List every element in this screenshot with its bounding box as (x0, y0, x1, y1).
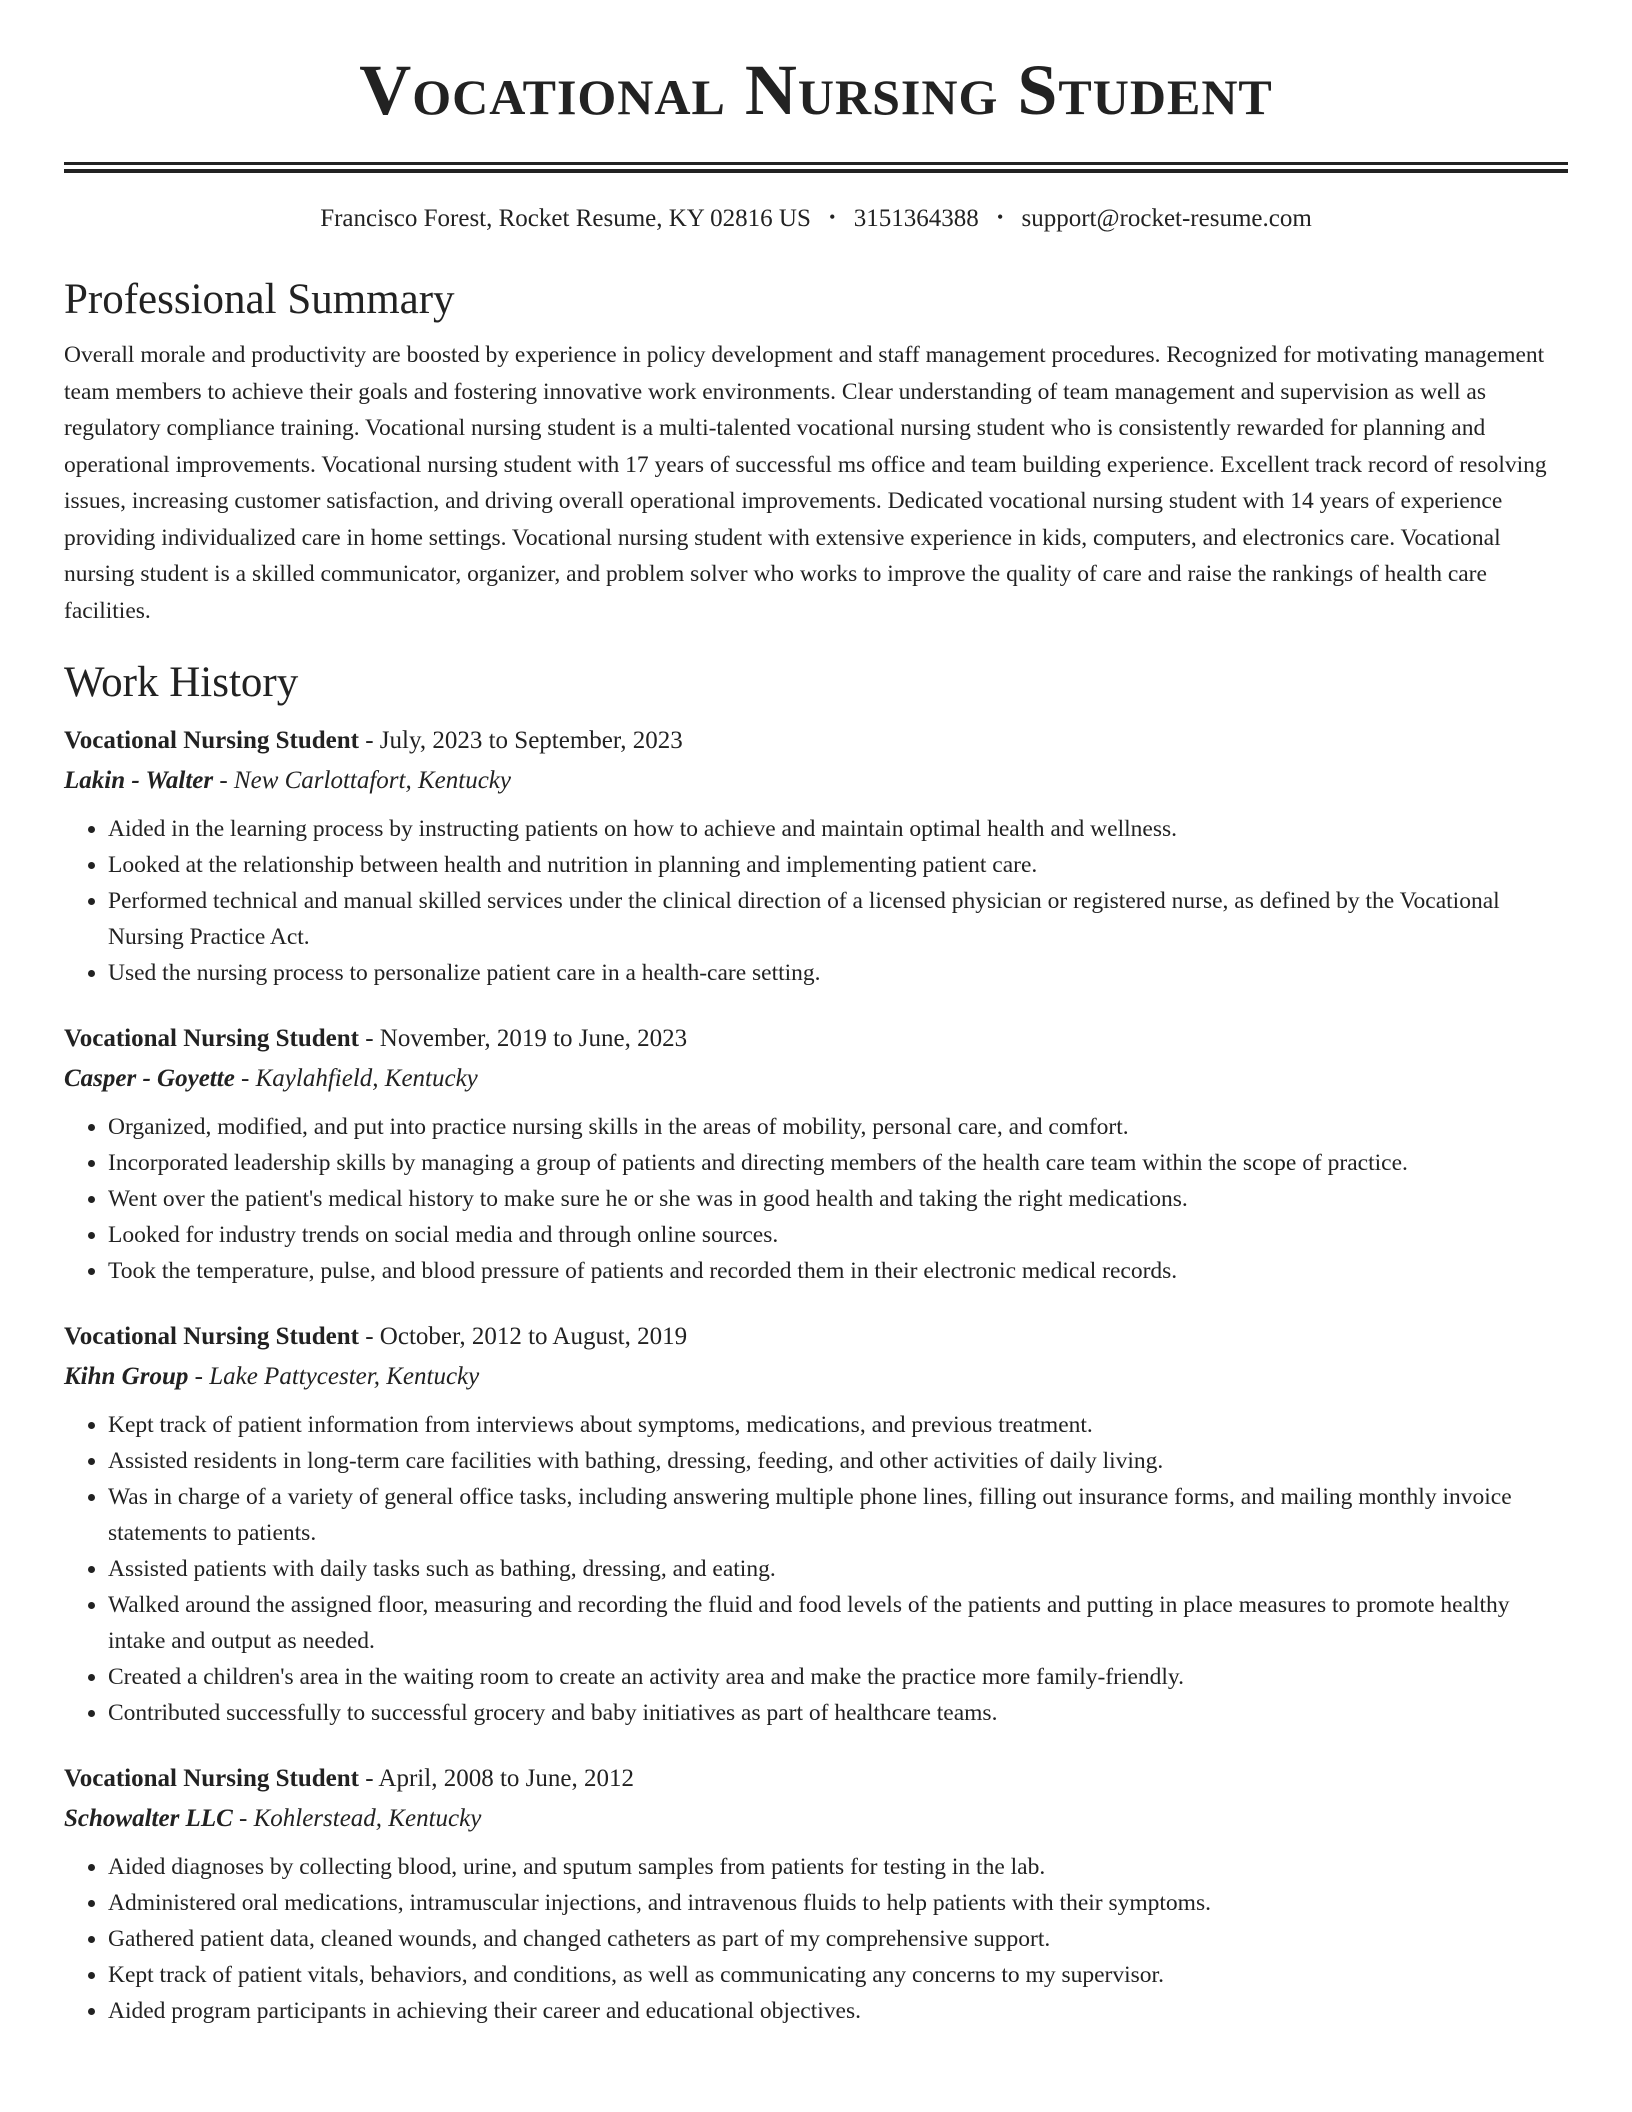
contact-phone: 3151364388 (853, 205, 979, 232)
list-item: • Kept track of patient information from interviews about symptoms, medications, and previous treatment. (108, 1407, 1568, 1443)
job-location: - Kohlerstead, Kentucky (232, 1804, 482, 1832)
contact-address: Francisco Forest, Rocket Resume, KY 02816 US (320, 205, 811, 232)
list-item: • Aided program participants in achieving their career and educational objectives. (108, 1993, 1568, 2029)
list-item: • Assisted patients with daily tasks such as bathing, dressing, and eating. (108, 1551, 1568, 1587)
header-divider (64, 162, 1568, 173)
company-name: Kihn Group (64, 1362, 189, 1390)
job-location: - New Carlottafort, Kentucky (213, 766, 511, 794)
job-dates: - October, 2012 to August, 2019 (358, 1322, 688, 1350)
job-duties-list (64, 1407, 1568, 1731)
list-item: • Kept track of patient vitals, behaviors, and conditions, as well as communicating any concerns to my supervisor. (108, 1957, 1568, 1993)
list-item: • Was in charge of a variety of general office tasks, including answering multiple phone lines, filling out insurance forms, and mailing monthly invoice statements to patients. (108, 1479, 1568, 1551)
job-header (64, 1019, 1568, 1059)
list-item: • Gathered patient data, cleaned wounds, and changed catheters as part of my comprehensive support. (108, 1921, 1568, 1957)
job-location: - Kaylahfield, Kentucky (234, 1064, 478, 1092)
job-employer (64, 1799, 1568, 1839)
work-history-heading: Work History (64, 659, 299, 707)
contact-separator: • (829, 207, 836, 227)
job-title: Vocational Nursing Student (64, 1024, 359, 1052)
job-header (64, 1317, 1568, 1357)
resume-page (64, 0, 1568, 2029)
job-entry (64, 721, 1568, 991)
job-header (64, 1759, 1568, 1799)
summary-text: Overall morale and productivity are boosted by experience in policy development and staff management procedures. Recognized for motivating management team members to achieve their goals and fostering innovative work environments. Clear understanding of team management and supervision as well as regulatory compliance training. Vocational nursing student is a multi-talented vocational nursing student who is consistently rewarded for planning and operational improvements. Vocational nursing student with 17 years of successful ms office and team building experience. Excellent track record of resolving issues, increasing customer satisfaction, and driving overall operational improvements. Dedicated vocational nursing student with 14 years of experience providing individualized care in home settings. Vocational nursing student with extensive experience in kids, computers, and electronics care. Vocational nursing student is a skilled communicator, organizer, and problem solver who works to improve the quality of care and raise the rankings of health care facilities. (64, 342, 1547, 624)
list-item: • Aided in the learning process by instructing patients on how to achieve and maintain optimal health and wellness. (108, 811, 1568, 847)
job-employer (64, 1357, 1568, 1397)
list-item: • Used the nursing process to personalize patient care in a health-care setting. (108, 955, 1568, 991)
company-name: Lakin - Walter (64, 766, 214, 794)
job-employer (64, 761, 1568, 801)
job-duties-list (64, 1849, 1568, 2029)
job-duties-list (64, 811, 1568, 991)
list-item: • Assisted residents in long-term care facilities with bathing, dressing, feeding, and other activities of daily living. (108, 1443, 1568, 1479)
job-entry (64, 1759, 1568, 2029)
job-dates: - July, 2023 to September, 2023 (358, 726, 683, 754)
job-title: Vocational Nursing Student (64, 726, 359, 754)
job-dates: - April, 2008 to June, 2012 (358, 1764, 634, 1792)
summary-heading: Professional Summary (64, 276, 455, 323)
job-entry (64, 1317, 1568, 1731)
list-item: • Looked at the relationship between health and nutrition in planning and implementing patient care. (108, 847, 1568, 883)
list-item: • Aided diagnoses by collecting blood, urine, and sputum samples from patients for testing in the lab. (108, 1849, 1568, 1885)
job-title: Vocational Nursing Student (64, 1764, 359, 1792)
job-employer (64, 1059, 1568, 1099)
list-item: • Created a children's area in the waiting room to create an activity area and make the practice more family-friendly. (108, 1659, 1568, 1695)
list-item: • Performed technical and manual skilled services under the clinical direction of a licensed physician or registered nurse, as defined by the Vocational Nursing Practice Act. (108, 883, 1568, 955)
list-item: • Went over the patient's medical history to make sure he or she was in good health and taking the right medications. (108, 1181, 1568, 1217)
list-item: • Took the temperature, pulse, and blood pressure of patients and recorded them in their electronic medical records. (108, 1253, 1568, 1289)
work-history-list (64, 721, 1568, 2029)
job-dates: - November, 2019 to June, 2023 (358, 1024, 688, 1052)
job-header (64, 721, 1568, 761)
contact-email: support@rocket-resume.com (1021, 205, 1312, 232)
contact-line (64, 201, 1568, 236)
resume-name: Vocational Nursing Student (359, 50, 1273, 130)
job-entry (64, 1019, 1568, 1289)
job-duties-list (64, 1109, 1568, 1289)
job-location: - Lake Pattycester, Kentucky (188, 1362, 480, 1390)
list-item: • Incorporated leadership skills by managing a group of patients and directing members of the health care team within the scope of practice. (108, 1145, 1568, 1181)
list-item: • Administered oral medications, intramuscular injections, and intravenous fluids to help patients with their symptoms. (108, 1885, 1568, 1921)
company-name: Casper - Goyette (64, 1064, 235, 1092)
list-item: • Looked for industry trends on social media and through online sources. (108, 1217, 1568, 1253)
job-title: Vocational Nursing Student (64, 1322, 359, 1350)
list-item: • Organized, modified, and put into practice nursing skills in the areas of mobility, personal care, and comfort. (108, 1109, 1568, 1145)
list-item: • Walked around the assigned floor, measuring and recording the fluid and food levels of the patients and putting in place measures to promote healthy intake and output as needed. (108, 1587, 1568, 1659)
list-item: • Contributed successfully to successful grocery and baby initiatives as part of healthcare teams. (108, 1695, 1568, 1731)
contact-separator: • (996, 207, 1004, 227)
company-name: Schowalter LLC (64, 1804, 233, 1832)
